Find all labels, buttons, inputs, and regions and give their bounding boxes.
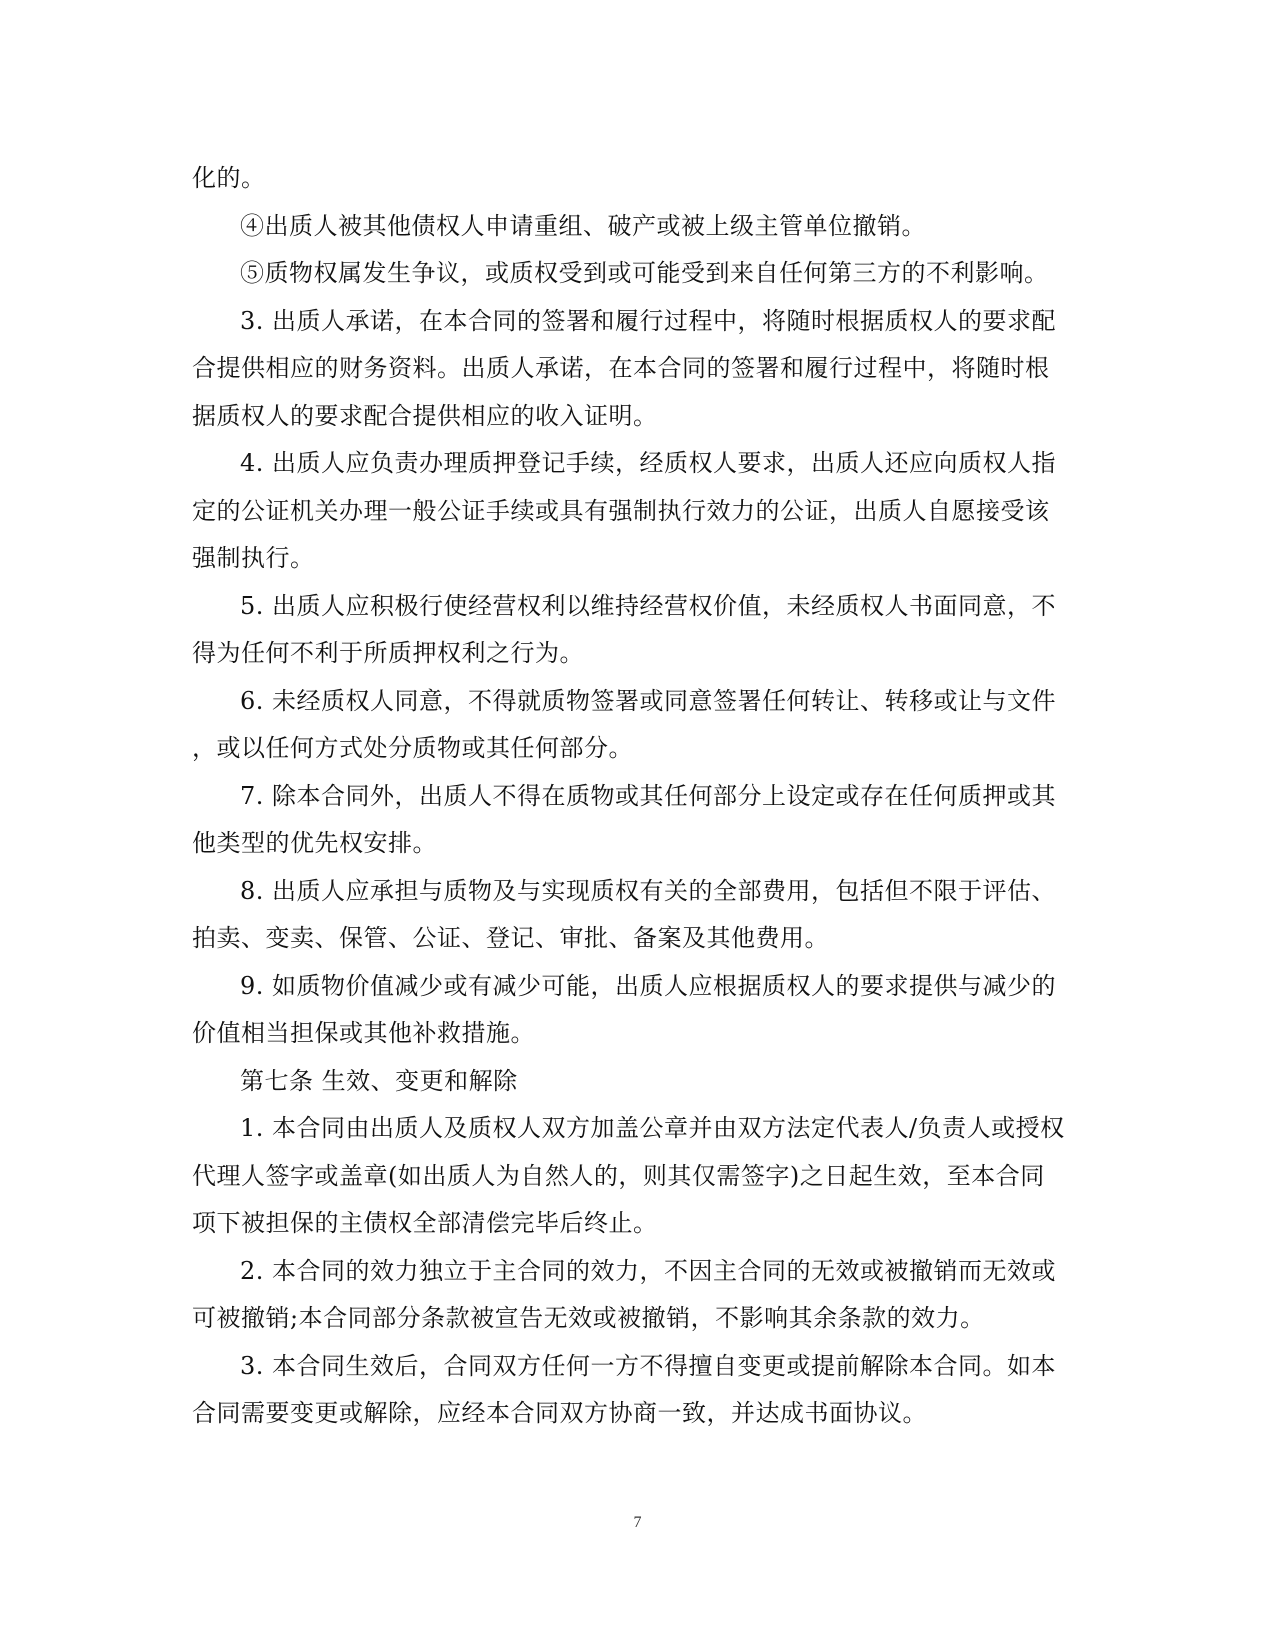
text-line: 3. 出质人承诺，在本合同的签署和履行过程中，将随时根据质权人的要求配 xyxy=(240,306,1057,335)
text-line: 据质权人的要求配合提供相应的收入证明。 xyxy=(192,401,658,430)
text-line: 7. 除本合同外，出质人不得在质物或其任何部分上设定或存在任何质押或其 xyxy=(240,781,1057,810)
text-line: 8. 出质人应承担与质物及与实现质权有关的全部费用，包括但不限于评估、 xyxy=(240,876,1057,905)
text-line: 化的。 xyxy=(192,164,266,192)
text-line: 第七条 生效、变更和解除 xyxy=(240,1066,518,1095)
text-line: 1. 本合同由出质人及质权人双方加盖公章并由双方法定代表人/负责人或授权 xyxy=(240,1114,1065,1142)
text-line: 5. 出质人应积极行使经营权利以维持经营权价值，未经质权人书面同意，不 xyxy=(240,591,1057,620)
document-body xyxy=(192,155,1082,1438)
text-line: 6. 未经质权人同意，不得就质物签署或同意签署任何转让、转移或让与文件 xyxy=(240,686,1057,715)
text-line: 4. 出质人应负责办理质押登记手续，经质权人要求，出质人还应向质权人指 xyxy=(240,449,1057,477)
page-number: 7 xyxy=(633,1514,642,1531)
text-line: 价值相当担保或其他补救措施。 xyxy=(192,1019,535,1047)
text-line: 强制执行。 xyxy=(192,544,315,572)
text-line: 合提供相应的财务资料。出质人承诺，在本合同的签署和履行过程中，将随时根 xyxy=(192,354,1050,382)
text-line: 3. 本合同生效后，合同双方任何一方不得擅自变更或提前解除本合同。如本 xyxy=(240,1351,1057,1380)
text-line: ⑤质物权属发生争议，或质权受到或可能受到来自任何第三方的不利影响。 xyxy=(240,259,1049,287)
text-line: 拍卖、变卖、保管、公证、登记、审批、备案及其他费用。 xyxy=(192,924,829,952)
text-line: 他类型的优先权安排。 xyxy=(192,829,437,857)
text-line: 定的公证机关办理一般公证手续或具有强制执行效力的公证，出质人自愿接受该 xyxy=(192,496,1050,525)
text-line: 代理人签字或盖章(如出质人为自然人的，则其仅需签字)之日起生效，至本合同 xyxy=(192,1161,1045,1190)
text-line: 2. 本合同的效力独立于主合同的效力，不因主合同的无效或被撤销而无效或 xyxy=(240,1256,1057,1285)
text-line: ，或以任何方式处分质物或其任何部分。 xyxy=(192,734,633,762)
text-line: 项下被担保的主债权全部清偿完毕后终止。 xyxy=(192,1209,658,1237)
text-line: 得为任何不利于所质押权利之行为。 xyxy=(192,639,584,667)
text-line: ④出质人被其他债权人申请重组、破产或被上级主管单位撤销。 xyxy=(240,211,926,240)
text-line: 9. 如质物价值减少或有减少可能，出质人应根据质权人的要求提供与减少的 xyxy=(240,971,1057,1000)
text-line: 合同需要变更或解除，应经本合同双方协商一致，并达成书面协议。 xyxy=(192,1399,927,1427)
text-line: 可被撤销;本合同部分条款被宣告无效或被撤销，不影响其余条款的效力。 xyxy=(192,1304,985,1332)
